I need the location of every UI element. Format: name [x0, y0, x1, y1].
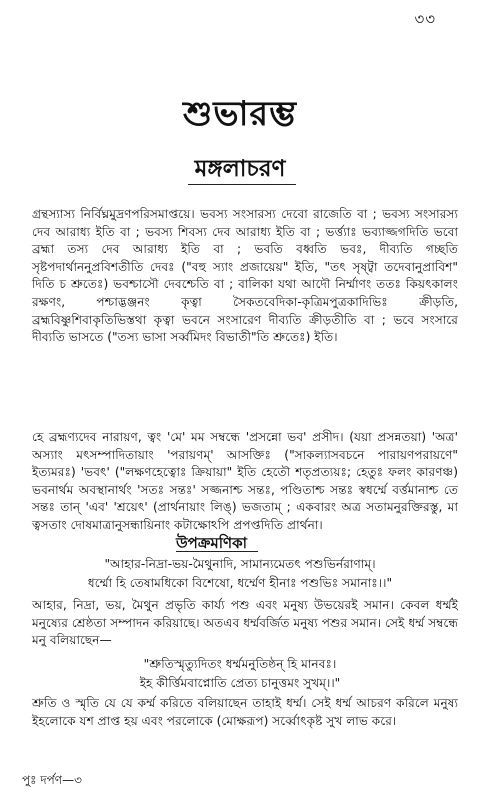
verse-line: "শ্রুতিস্মৃত্যুদিতং ধর্ম্মমনুতিষ্ঠন্ হি মানবঃ। — [143, 657, 337, 671]
verse-block — [0, 655, 480, 693]
paragraph-text: শ্রুতি ও স্মৃতি যে যে কর্ম্ম করিতে বলিয়াছেন তাহাই ধর্ম্ম। সেই ধর্ম্ম আচরণ করিলে মনুষ্য ইহলোকে যশ প্রাপ্ত হয় এবং পরলোকে (মোক্ষরূপ) সর্ব্বোৎকৃষ্ট সুখ লাভ করে। — [32, 696, 458, 728]
paragraph-text: হে ব্রহ্মণ্যদেব নারায়ণ, ত্বং 'মে' মম সম্বন্ধে 'প্রসন্নো ভব' প্রসীদ। (যয়া প্রসন্নতয়া) 'অত্র' অস্যাং মৎসম্পাদিতায়াং 'পরায়ণম্' আসক্তিঃ ("সাকল্যাসবচনে পারায়ণপরায়ণে" ইত্যমরঃ) 'ভবৎ' ("লক্ষণহেত্বোঃ ক্রিয়ায়া" ইতি হেতৌ শতৃপ্রত্যয়ঃ; হেতুঃ ফলং কারণঞ্চ) ভবনার্থম অবস্থানার্থং 'সতঃ সন্তঃ' সজ্জনাশ্চ সন্তঃ, পণ্ডিতাশ্চ সন্তঃ স্বধর্ম্মে বর্ত্তমানাশ্চ তে সন্তঃ তান্ 'এব' 'শ্রয়েৎ' (প্রার্থনায়াং লিঙ্) ভজতাম্ ; একবারং অত্র সতামনুরক্তিরস্তু, মা ত্বসতাং দোষমাত্রানুসন্ধায়িনাং কটাক্ষোঽপি প্রপপ্তদিতি প্রার্থনা। — [32, 430, 458, 532]
page-number: ৩৩ — [414, 10, 436, 28]
verse-line: ইহ কীর্ত্তিমবাপ্নোতি প্রেত্য চানুত্তমং সুখম্।।" — [139, 676, 341, 690]
sub-heading: উপক্রমণিকা — [176, 534, 247, 552]
paragraph-conclusion — [32, 695, 458, 730]
verse-line: "আহার-নিদ্রা-ভয়-মৈথুনাদি, সামান্যমেতৎ পশুভির্নরাণাম্। — [104, 557, 376, 571]
paragraph-invocation-commentary — [32, 206, 458, 347]
verse-block — [0, 555, 480, 593]
paragraph-explanation — [32, 597, 458, 650]
sub-heading-underline — [176, 551, 258, 552]
section-title-underline — [188, 184, 296, 185]
section-title: মঙ্গলাচরণ — [194, 156, 286, 182]
paragraph-text: আহার, নিদ্রা, ভয়, মৈথুন প্রভৃতি কার্য্য পশু এবং মনুষ্য উভয়েরই সমান। কেবল ধর্ম্মই মনুষ্যের শ্রেষ্ঠতা সম্পাদন করিয়াছে। অতএব ধর্ম্মবর্জিত মনুষ্য পশুর সমান। সেই ধর্ম্ম সম্বন্ধে মনু বলিয়াছেন— — [32, 598, 458, 648]
verse-line: ধর্ম্মো হি তেষামধিকো বিশেষো, ধর্ম্মেণ হীনাঃ পশুভিঃ সমানাঃ।।" — [87, 576, 393, 590]
chapter-title: শুভারম্ভ — [182, 94, 298, 134]
page-footer: পুঃ দর্পণ—৩ — [22, 773, 82, 787]
paragraph-text: গ্রন্থস্যাস্য নির্বিঘ্নমুদ্রণপরিসমাপ্তয়ে। ভবস্য সংসারস্য দেবো রাজেতি বা ; ভবস্য সংসারস্য দেব আরাধ্য ইতি বা ; ভবস্য শিবস্য দেব আরাধ্য ইতি বা ; ভর্ত্ত্যাঃ ভব্যাজ্জগদিতি ভবো ব্রহ্মা তস্য দেব আরাধ্য ইতি বা ; ভবতি বধ্বতি ভবঃ, দীব্যতি গচ্ছতি সৃষ্টপদার্থাননুপ্রবিশতীতি দেবঃ ("বহু স্যাং প্রজায়েয়" ইতি, "তৎ সৃষ্ট্বা তদেবানুপ্রাবিশ" দিতি চ শ্রুতেঃ) ভবশ্চাসৌ দেবশ্চেতি বা ; বালিকা যথা আদৌ নির্ম্মাণং ততঃ কিয়ৎকালং রক্ষণং, পশ্চাদ্ভঞ্জনং কৃত্বা সৈকতবেদিকা-কৃত্রিমপুত্রকাদিভিঃ ক্রীড়তি, ব্রহ্মবিষ্ণুশিবাকৃতিভিস্তথা কৃত্বা ভবনে সংসারেণ দীব্যতি ক্রীড়তীতি বা ; ভবে সংসারে দীব্যতি ভাসতে ("তস্য ভাসা সর্ব্বমিদং বিভাতী"তি শ্রুতেঃ) ইতি। — [32, 207, 458, 345]
paragraph-prayer-commentary — [32, 429, 458, 535]
